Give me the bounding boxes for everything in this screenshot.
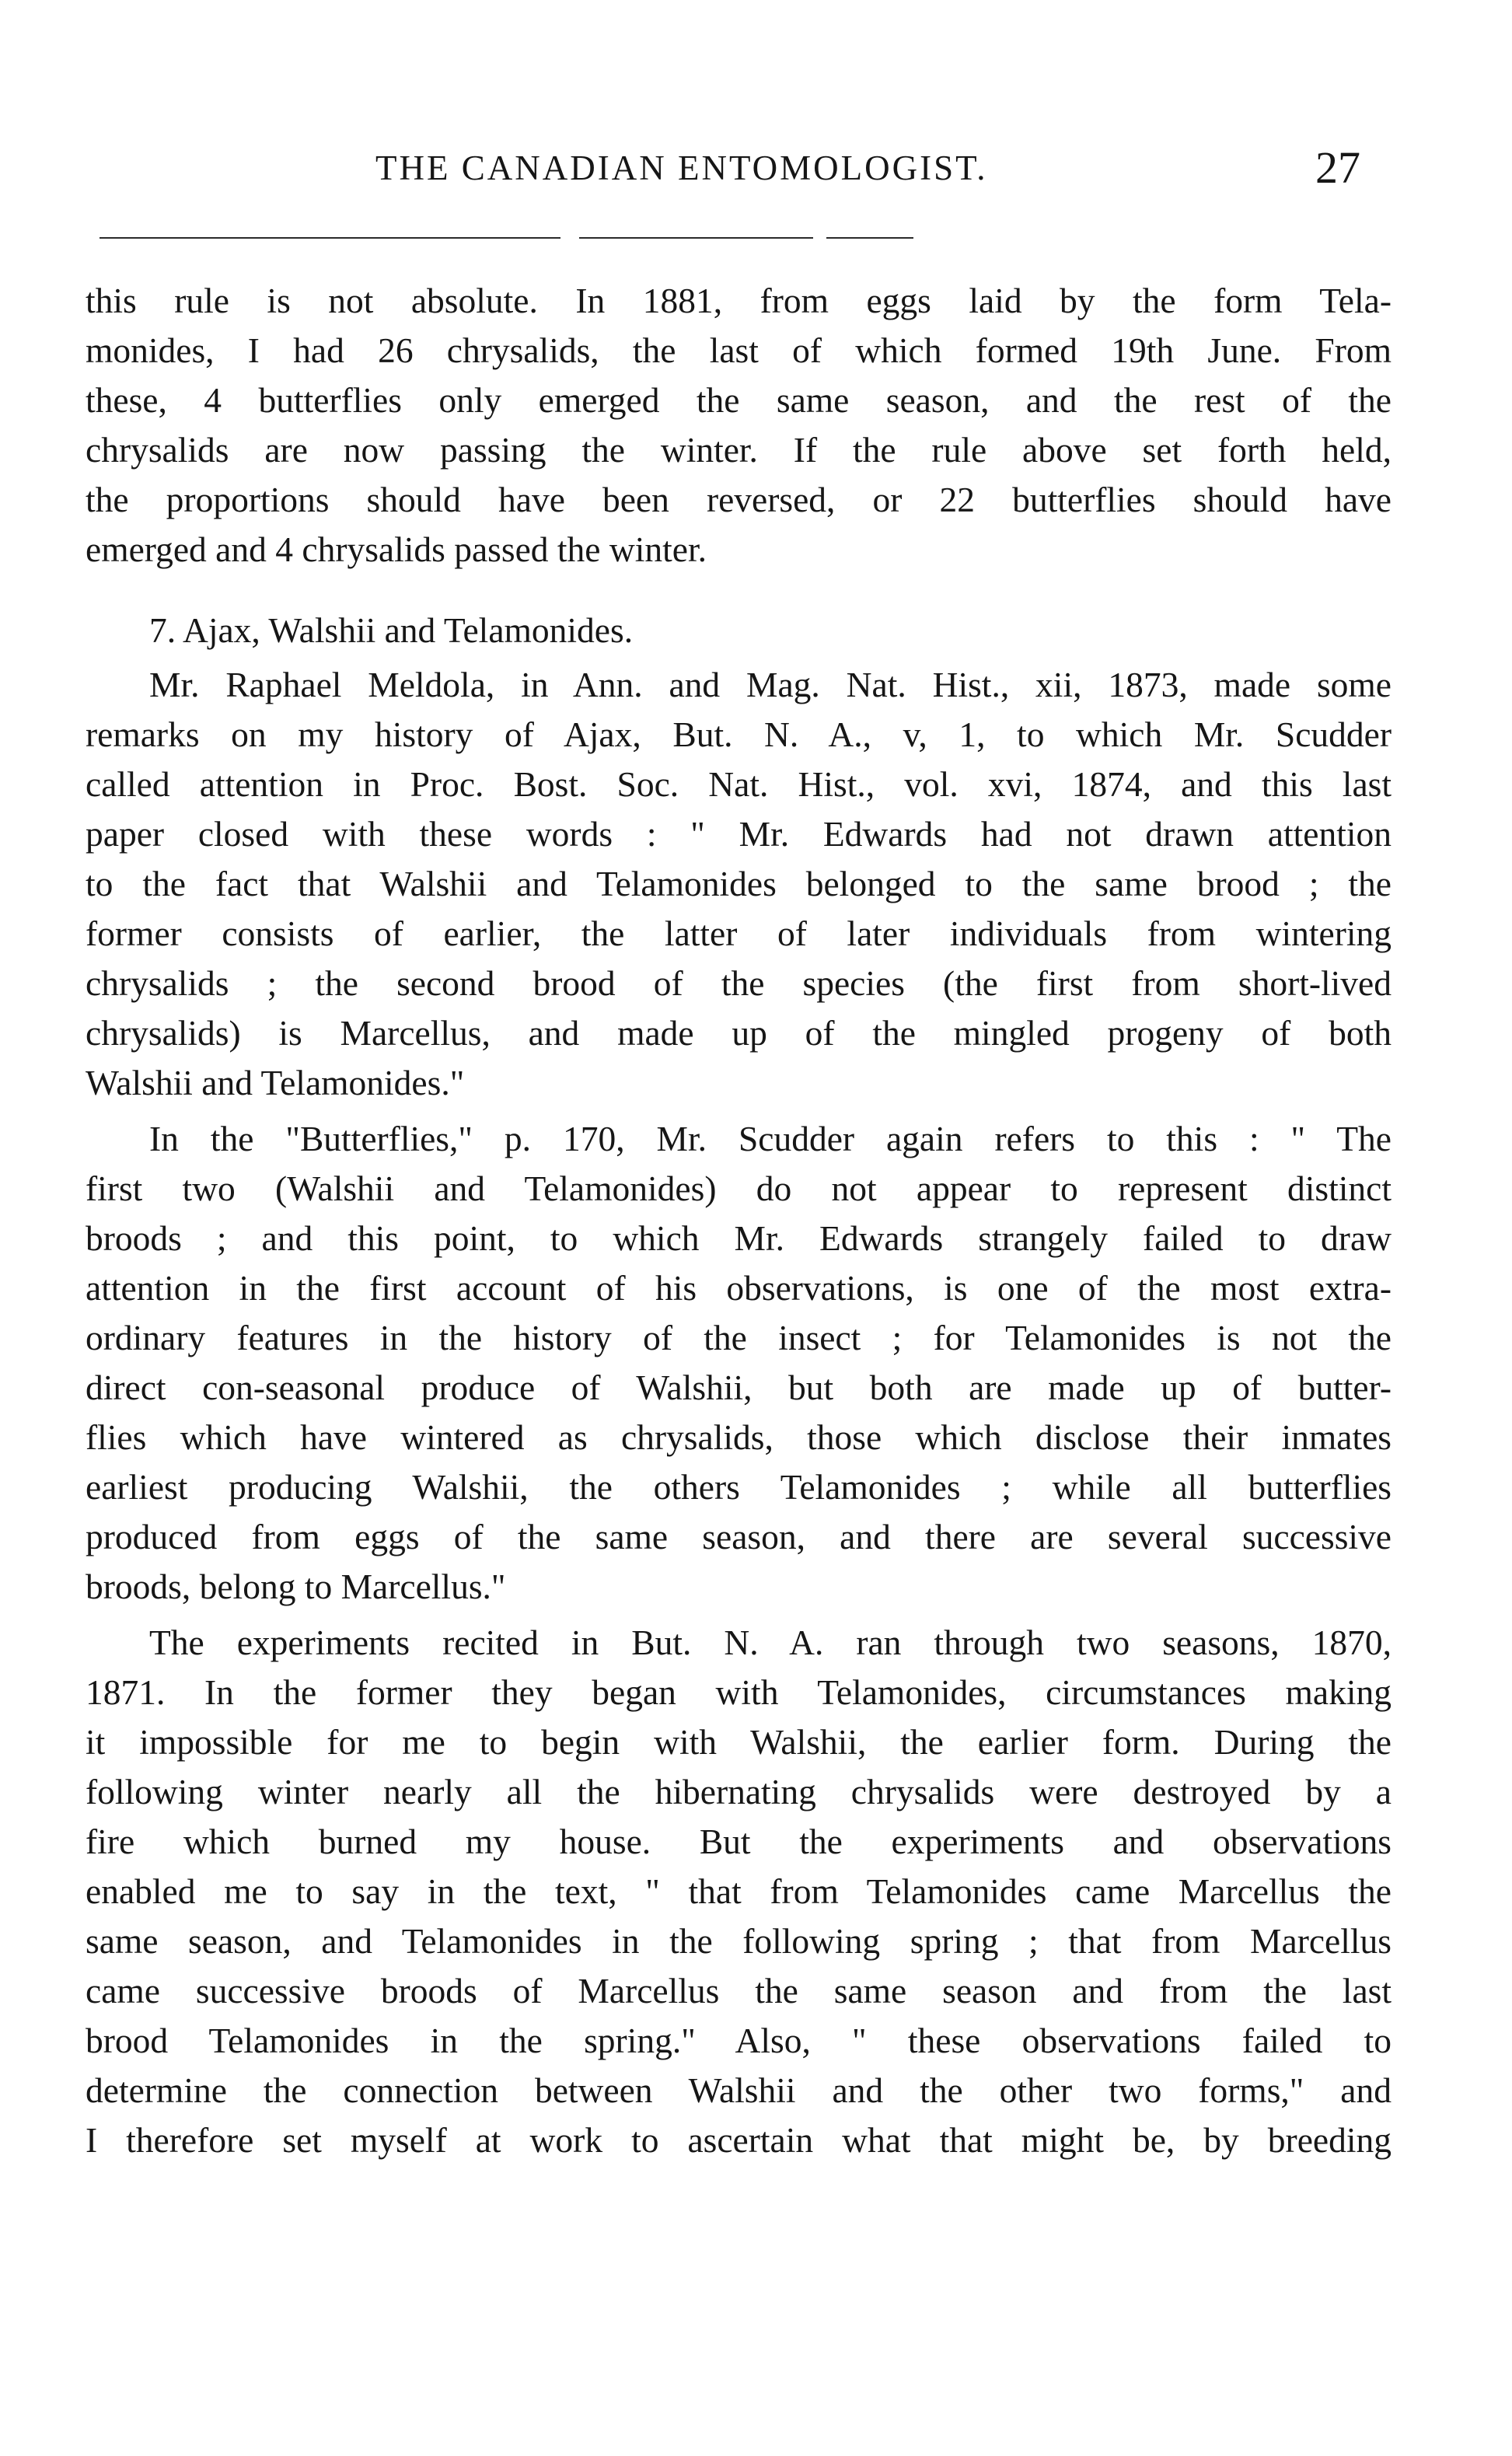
journal-title: THE CANADIAN ENTOMOLOGIST. <box>375 148 988 187</box>
text-line: ordinary features in the history of the insect ; for Telamonides is not the <box>86 1318 1392 1357</box>
text-line: flies which have wintered as chrysalids, those which disclose their inmates <box>86 1417 1392 1457</box>
text-line: paper closed with these words : " Mr. Edwards had not drawn attention <box>86 814 1392 854</box>
text-line: chrysalids are now passing the winter. If the rule above set forth held, <box>86 430 1392 470</box>
text-line: earliest producing Walshii, the others Telamonides ; while all butterflies <box>86 1467 1392 1507</box>
text-line: In the "Butterflies," p. 170, Mr. Scudder again refers to this : " The <box>149 1119 1392 1158</box>
text-line: chrysalids) is Marcellus, and made up of the mingled progeny of both <box>86 1013 1392 1053</box>
text-line: called attention in Proc. Bost. Soc. Nat. Hist., vol. xvi, 1874, and this last <box>86 764 1392 804</box>
text-line: chrysalids ; the second brood of the species (the first from short-lived <box>86 963 1392 1003</box>
text-line: Mr. Raphael Meldola, in Ann. and Mag. Nat. Hist., xii, 1873, made some <box>149 665 1392 704</box>
running-head <box>0 142 1512 202</box>
text-line: remarks on my history of Ajax, But. N. A., v, 1, to which Mr. Scudder <box>86 714 1392 754</box>
header-rule <box>100 237 560 239</box>
section-heading: 7. Ajax, Walshii and Telamonides. <box>149 610 634 650</box>
text-line: fire which burned my house. But the experiments and observations <box>86 1822 1392 1861</box>
text-line: broods ; and this point, to which Mr. Edwards strangely failed to draw <box>86 1218 1392 1258</box>
text-line: this rule is not absolute. In 1881, from eggs laid by the form Tela- <box>86 281 1392 320</box>
text-line: same season, and Telamonides in the following spring ; that from Marcellus <box>86 1921 1392 1961</box>
text-line: brood Telamonides in the spring." Also, " these observations failed to <box>86 2021 1392 2060</box>
header-rule <box>579 237 913 239</box>
page-number: 27 <box>1315 142 1360 193</box>
text-line: determine the connection between Walshii and the other two forms," and <box>86 2070 1392 2110</box>
text-line: the proportions should have been reversed, or 22 butterflies should have <box>86 480 1392 519</box>
text-line: emerged and 4 chrysalids passed the winter. <box>86 529 707 569</box>
text-line: attention in the first account of his observations, is one of the most extra- <box>86 1268 1392 1308</box>
text-line: Walshii and Telamonides." <box>86 1063 465 1102</box>
text-line: I therefore set myself at work to ascertain what that might be, by breeding <box>86 2120 1392 2160</box>
text-line: following winter nearly all the hibernating chrysalids were destroyed by a <box>86 1772 1392 1811</box>
text-line: to the fact that Walshii and Telamonides belonged to the same brood ; the <box>86 864 1392 903</box>
text-line: it impossible for me to begin with Walshii, the earlier form. During the <box>86 1722 1392 1762</box>
text-line: former consists of earlier, the latter of later individuals from wintering <box>86 914 1392 953</box>
text-line: broods, belong to Marcellus." <box>86 1567 506 1606</box>
text-line: these, 4 butterflies only emerged the same season, and the rest of the <box>86 380 1392 420</box>
text-line: monides, I had 26 chrysalids, the last of which formed 19th June. From <box>86 330 1392 370</box>
text-line: direct con-seasonal produce of Walshii, but both are made up of butter- <box>86 1368 1392 1407</box>
text-line: enabled me to say in the text, " that from Telamonides came Marcellus the <box>86 1871 1392 1911</box>
text-line: first two (Walshii and Telamonides) do not appear to represent distinct <box>86 1169 1392 1208</box>
text-line: came successive broods of Marcellus the same season and from the last <box>86 1971 1392 2011</box>
text-line: The experiments recited in But. N. A. ran through two seasons, 1870, <box>149 1623 1392 1662</box>
text-line: produced from eggs of the same season, and there are several successive <box>86 1517 1392 1556</box>
text-line: 1871. In the former they began with Telamonides, circumstances making <box>86 1672 1392 1712</box>
